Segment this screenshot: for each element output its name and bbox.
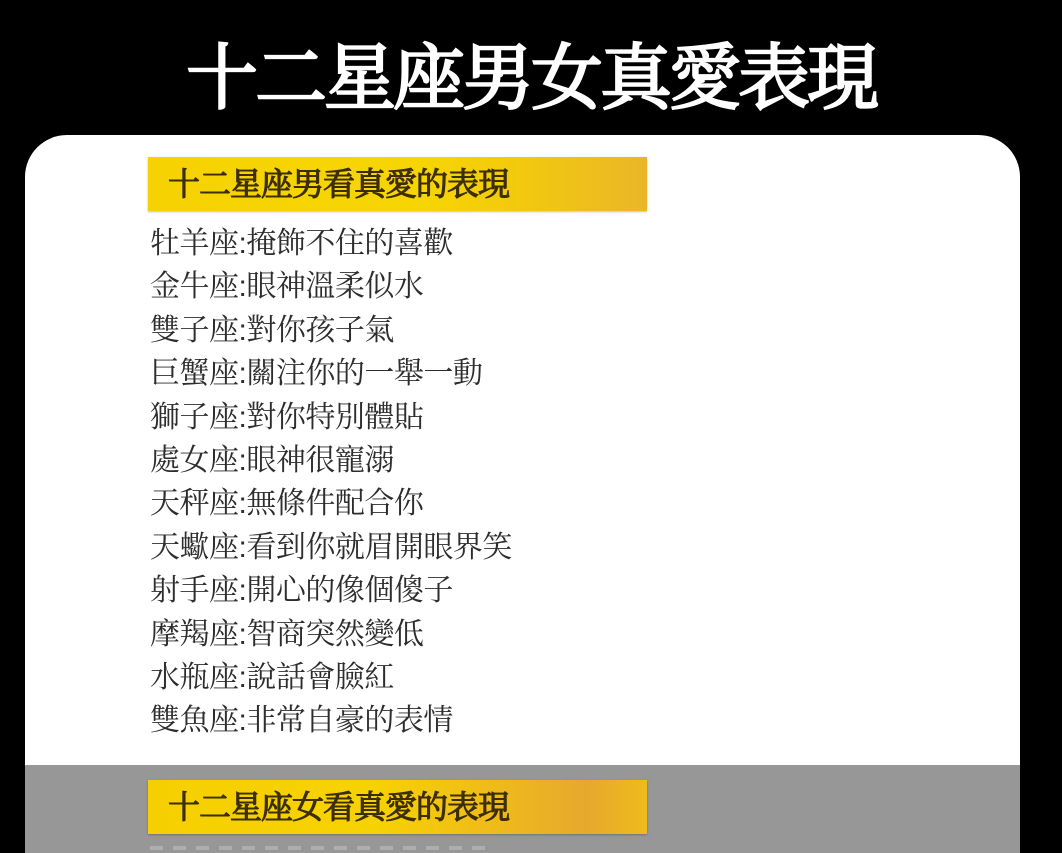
zodiac-row-aquarius: 水瓶座:說話會臉紅: [150, 660, 394, 694]
cutoff-text-hint: [150, 846, 495, 850]
zodiac-row-pisces: 雙魚座:非常自豪的表情: [150, 704, 453, 738]
female-section-heading-bar: [148, 780, 647, 834]
zodiac-row-taurus: 金牛座:眼神溫柔似水: [150, 270, 424, 304]
male-zodiac-list: [150, 222, 990, 743]
female-section: [25, 765, 1020, 853]
zodiac-row-sagittarius: 射手座:開心的像個傻子: [150, 574, 453, 608]
male-section-heading: 十二星座男看真愛的表現: [168, 166, 510, 202]
content-card: [25, 135, 1020, 853]
zodiac-row-libra: 天秤座:無條件配合你: [150, 487, 424, 521]
zodiac-row-leo: 獅子座:對你特別體貼: [150, 400, 424, 434]
zodiac-row-cancer: 巨蟹座:關注你的一舉一動: [150, 357, 483, 391]
female-section-heading: 十二星座女看真愛的表現: [168, 789, 510, 825]
zodiac-row-virgo: 處女座:眼神很寵溺: [150, 443, 394, 477]
zodiac-row-gemini: 雙子座:對你孩子氣: [150, 313, 394, 347]
zodiac-row-scorpio: 天蠍座:看到你就眉開眼界笑: [150, 530, 512, 564]
poster-title: 十二星座男女真愛表現: [185, 39, 876, 119]
zodiac-row-capricorn: 摩羯座:智商突然變低: [150, 617, 424, 651]
male-section-heading-bar: [148, 157, 647, 211]
zodiac-row-aries: 牡羊座:掩飾不住的喜歡: [150, 227, 453, 260]
